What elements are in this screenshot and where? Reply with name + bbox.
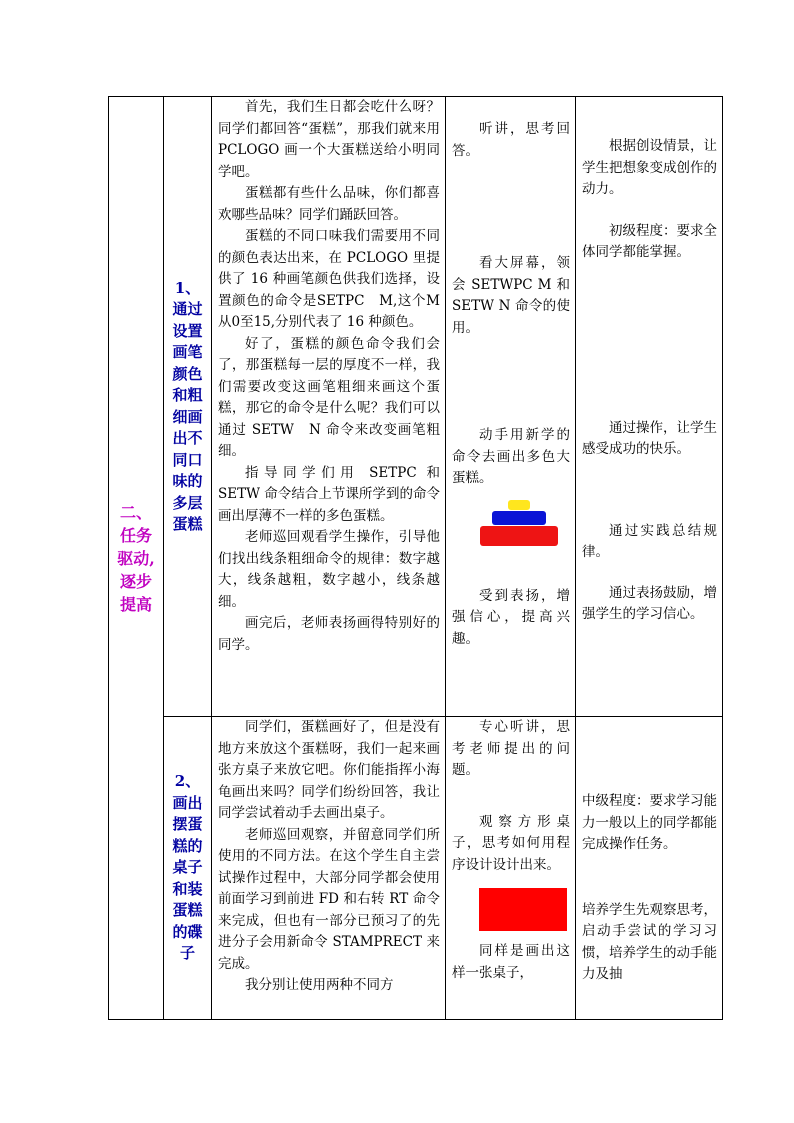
intent-text: 中级程度：要求学习能力一般以上的同学都能完成操作任务。 bbox=[582, 793, 717, 852]
table-row bbox=[109, 717, 723, 1020]
cake-middle-layer bbox=[492, 511, 546, 525]
intent-text: 初级程度：要求全体同学都能掌握。 bbox=[582, 222, 717, 260]
task-cell bbox=[164, 717, 212, 1020]
student-text: 动手用新学的命令去画出多色大蛋糕。 bbox=[452, 427, 570, 486]
teacher-paragraph: 蛋糕的不同口味我们需要用不同的颜色表达出来，在 PCLOGO 里提供了 16 种画笔颜色供我们选择，设置颜色的命令是SETPC M,这个M从0至15,分别代表了 16 种颜色。 bbox=[218, 228, 440, 330]
student-activity-cell bbox=[446, 97, 576, 717]
teacher-paragraph: 画完后，老师表扬画得特别好的同学。 bbox=[218, 615, 440, 653]
teacher-paragraph: 我分别让使用两种不同方 bbox=[245, 977, 394, 993]
student-text: 观察方形桌子，思考如何用程序设计设计出来。 bbox=[452, 813, 570, 873]
multi-layer-cake-illustration bbox=[480, 500, 560, 548]
teacher-paragraph: 好了，蛋糕的颜色命令我们会了，那蛋糕每一层的厚度不一样，我们需要改变这画笔粗细来画这个蛋糕，那它的命令是什么呢？我们可以通过 SETW N 命令来改变画笔粗细。 bbox=[218, 335, 440, 459]
student-text: 同样是画出这样一张桌子， bbox=[452, 943, 570, 981]
phase-cell bbox=[109, 97, 164, 1020]
design-intent-cell bbox=[576, 97, 723, 717]
teacher-paragraph: 首先，我们生日都会吃什么呀？同学们都回答“蛋糕”，那我们就来用 PCLOGO 画一个大蛋糕送给小明同学吧。 bbox=[218, 99, 440, 180]
student-text: 专心听讲，思考老师提出的问题。 bbox=[452, 719, 570, 778]
student-activity-cell bbox=[446, 717, 576, 1020]
square-desk-illustration bbox=[479, 888, 567, 931]
student-text: 看大屏幕，领会 SETWPC M 和 SETW N 命令的使用。 bbox=[452, 255, 570, 336]
cake-top-layer bbox=[508, 500, 530, 510]
teacher-activity-cell bbox=[212, 97, 446, 717]
teacher-paragraph: 指导同学们用 SETPC 和 SETW 命令结合上节课所学到的命令画出厚薄不一样的多色蛋糕。 bbox=[218, 464, 440, 524]
intent-text: 根据创设情景，让学生把想象变成创作的动力。 bbox=[582, 138, 717, 197]
task-label: 1、通过设置画笔颜色和粗细画出不同口味的多层蛋糕 bbox=[172, 278, 203, 533]
intent-text: 培养学生先观察思考，启动手尝试的学习习惯，培养学生的动手能力及抽 bbox=[582, 901, 717, 982]
teacher-paragraph: 同学们，蛋糕画好了，但是没有地方来放这个蛋糕呀，我们一起来画张方桌子来放它吧。你们能指挥小海龟画出来吗？同学们纷纷回答，我让同学尝试着动手去画出桌子。 bbox=[218, 719, 440, 821]
teacher-paragraph: 蛋糕都有些什么品味，你们都喜欢哪些品味？同学们踊跃回答。 bbox=[218, 185, 440, 223]
intent-text: 通过操作，让学生感受成功的快乐。 bbox=[582, 419, 717, 457]
phase-label: 二、任务驱动,逐步提高 bbox=[117, 502, 155, 614]
student-text: 受到表扬，增强信心，提高兴趣。 bbox=[452, 587, 570, 647]
task-cell bbox=[164, 97, 212, 717]
intent-text: 通过实践总结规律。 bbox=[582, 522, 717, 560]
teacher-paragraph: 老师巡回观看学生操作，引导他们找出线条粗细命令的规律：数字越大，线条越粗，数字越小，线条越细。 bbox=[218, 529, 440, 610]
cake-bottom-layer bbox=[480, 526, 558, 546]
lesson-plan-table bbox=[108, 96, 723, 1020]
teacher-activity-cell bbox=[212, 717, 446, 1020]
student-text: 听讲，思考回答。 bbox=[452, 121, 570, 159]
table-row bbox=[109, 97, 723, 717]
task-label: 2、画出摆蛋糕的桌子和装蛋糕的碟子 bbox=[172, 772, 203, 963]
intent-text: 通过表扬鼓励，增强学生的学习信心。 bbox=[582, 584, 717, 622]
teacher-paragraph: 老师巡回观察，并留意同学们所使用的不同方法。在这个学生自主尝试操作过程中，大部分同学都会使用前面学习到前进 FD 和右转 RT 命令来完成，但也有一部分已预习了的先进分子会用新命令 STAMPRECT 来完成。 bbox=[218, 826, 440, 972]
design-intent-cell bbox=[576, 717, 723, 1020]
